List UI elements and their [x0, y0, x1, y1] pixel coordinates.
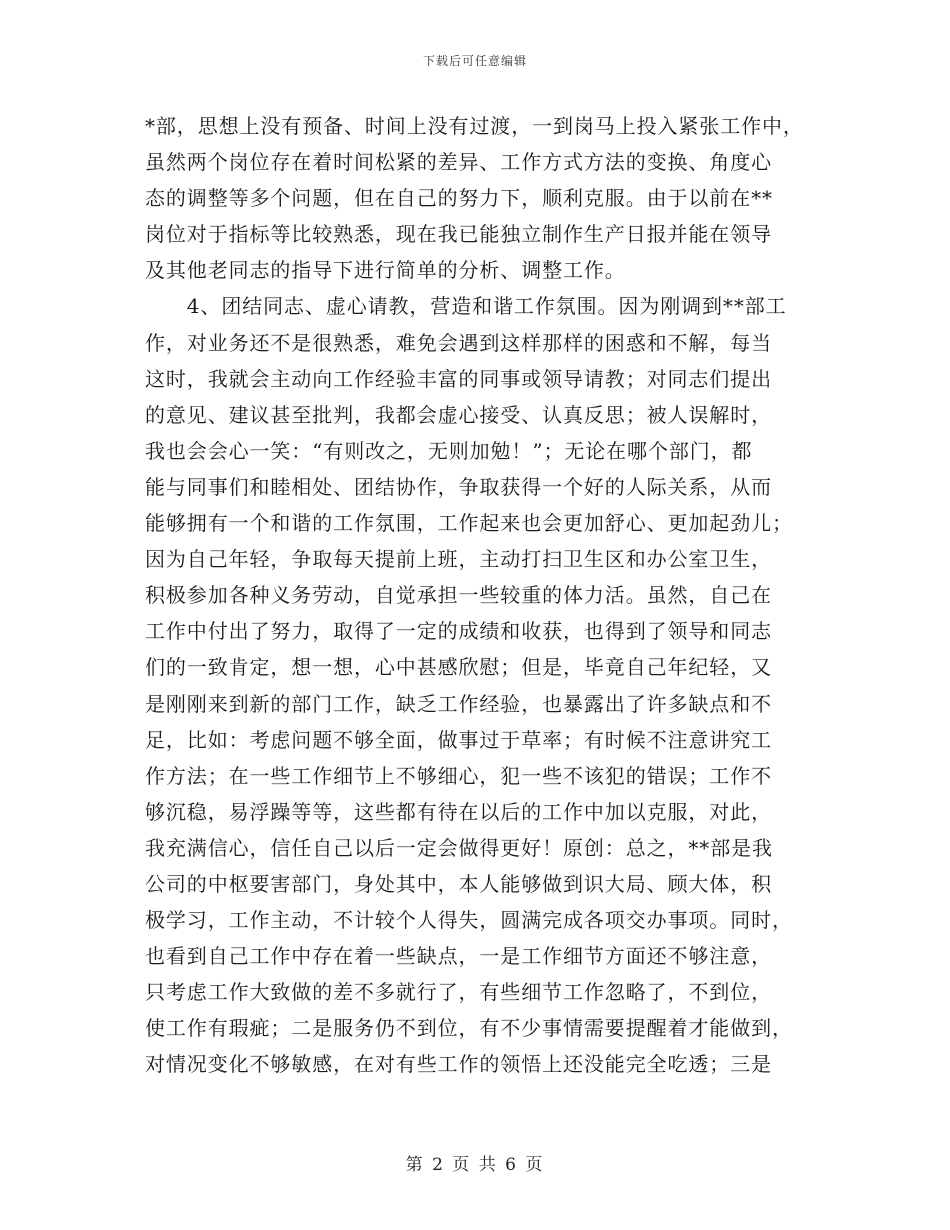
- text-line: 4、团结同志、虚心请教，营造和谐工作氛围。因为刚调到**部工: [145, 294, 787, 319]
- text-line: 够沉稳，易浮躁等等，这些都有待在以后的工作中加以克服，对此，: [145, 799, 772, 824]
- text-line: 是刚刚来到新的部门工作，缺乏工作经验，也暴露出了许多缺点和不: [145, 691, 772, 716]
- text-line: *部，思想上没有预备、时间上没有过渡，一到岗马上投入紧张工作中，: [145, 114, 804, 138]
- text-line: 作方法；在一些工作细节上不够细心，犯一些不该犯的错误；工作不: [145, 763, 772, 788]
- document-body: [145, 108, 825, 1083]
- text-line: 的意见、建议甚至批判，我都会虚心接受、认真反思；被人误解时，: [145, 402, 772, 427]
- text-line: 使工作有瑕疵；二是服务仍不到位，有不少事情需要提醒着才能做到，: [145, 1016, 793, 1041]
- page-number-footer: 第 2 页 共 6 页: [405, 1155, 545, 1175]
- text-line: 虽然两个岗位存在着时间松紧的差异、工作方式方法的变换、角度心: [145, 150, 772, 175]
- text-line: 我充满信心，信任自己以后一定会做得更好！原创：总之，**部是我: [145, 835, 773, 860]
- text-line: 这时，我就会主动向工作经验丰富的同事或领导请教；对同志们提出: [145, 366, 772, 391]
- text-line: 只考虑工作大致做的差不多就行了，有些细节工作忽略了，不到位，: [145, 980, 772, 1005]
- text-line: 们的一致肯定，想一想，心中甚感欣慰；但是，毕竟自己年纪轻，又: [145, 655, 772, 680]
- text-line: 及其他老同志的指导下进行简单的分析、调整工作。: [145, 258, 626, 283]
- text-line: 能与同事们和睦相处、团结协作，争取获得一个好的人际关系，从而: [145, 474, 772, 499]
- text-line: 对情况变化不够敏感，在对有些工作的领悟上还没能完全吃透；三是: [145, 1052, 772, 1077]
- text-line: 积极参加各种义务劳动，自觉承担一些较重的体力活。虽然，自己在: [145, 583, 772, 608]
- text-line: 工作中付出了努力，取得了一定的成绩和收获，也得到了领导和同志: [145, 619, 772, 644]
- page-header: 下载后可任意编辑: [422, 54, 527, 68]
- text-line: 作，对业务还不是很熟悉，难免会遇到这样那样的困惑和不解，每当: [145, 330, 772, 355]
- text-line: 我也会会心一笑：“有则改之，无则加勉！”；无论在哪个部门，都: [145, 438, 753, 463]
- text-line: 态的调整等多个问题，但在自己的努力下，顺利克服。由于以前在**: [145, 186, 773, 211]
- text-line: 能够拥有一个和谐的工作氛围，工作起来也会更加舒心、更加起劲儿；: [145, 511, 793, 536]
- text-line: 岗位对于指标等比较熟悉，现在我已能独立制作生产日报并能在领导: [145, 222, 772, 247]
- text-line: 极学习，工作主动，不计较个人得失，圆满完成各项交办事项。同时，: [145, 908, 793, 933]
- text-line: 因为自己年轻，争取每天提前上班，主动打扫卫生区和办公室卫生，: [145, 547, 772, 572]
- text-line: 公司的中枢要害部门，身处其中，本人能够做到识大局、顾大体，积: [145, 871, 772, 896]
- text-line: 也看到自己工作中存在着一些缺点，一是工作细节方面还不够注意，: [145, 944, 772, 969]
- text-line: 足，比如：考虑问题不够全面，做事过于草率；有时候不注意讲究工: [145, 727, 772, 752]
